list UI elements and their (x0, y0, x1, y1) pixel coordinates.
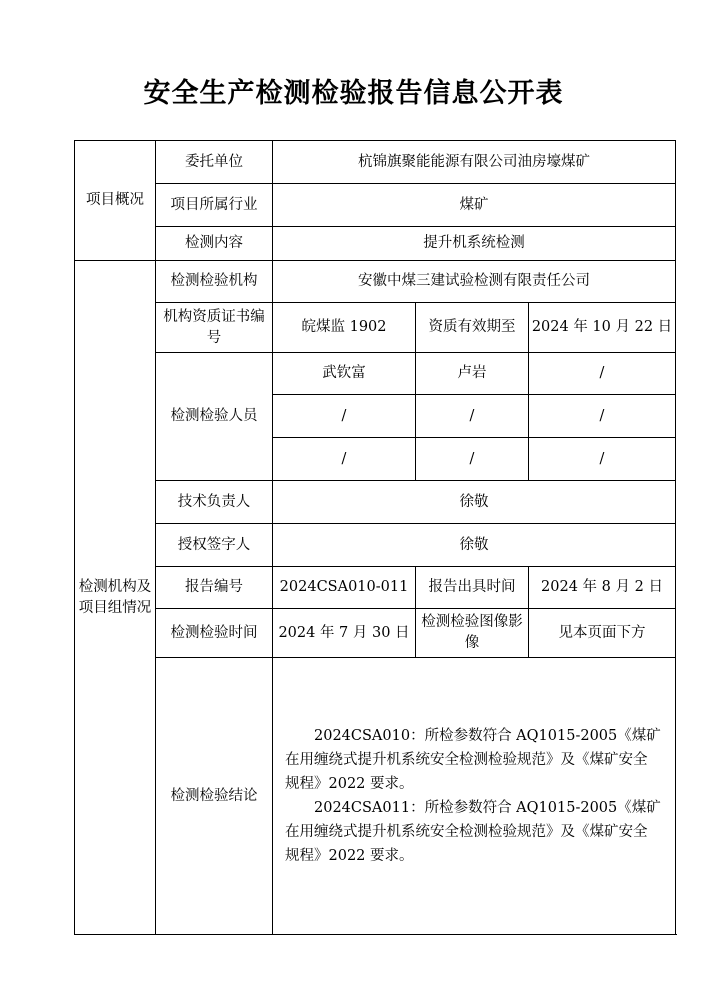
client-label: 委托单位 (156, 141, 273, 184)
cert-value: 皖煤监 1902 (273, 303, 416, 353)
table-row (75, 481, 676, 524)
validity-label: 资质有效期至 (416, 303, 529, 353)
industry-value: 煤矿 (273, 184, 676, 227)
org-label: 检测检验机构 (156, 261, 273, 303)
personnel-cell: / (273, 395, 416, 438)
table-row (75, 261, 676, 303)
issue-date-value: 2024 年 8 月 2 日 (529, 567, 676, 609)
personnel-cell: / (529, 395, 676, 438)
table-row (75, 658, 676, 935)
signer-value: 徐敬 (273, 524, 676, 567)
personnel-label: 检测检验人员 (156, 353, 273, 481)
personnel-cell: 卢岩 (416, 353, 529, 395)
table-row (75, 184, 676, 227)
info-disclosure-table (74, 140, 676, 935)
table-row (75, 567, 676, 609)
cert-label: 机构资质证书编号 (156, 303, 273, 353)
industry-label: 项目所属行业 (156, 184, 273, 227)
signer-label: 授权签字人 (156, 524, 273, 567)
table-row (75, 141, 676, 184)
table-row (75, 303, 676, 353)
personnel-cell: / (416, 395, 529, 438)
personnel-cell: / (529, 353, 676, 395)
issue-date-label: 报告出具时间 (416, 567, 529, 609)
section-label-conclusion: 检测检验结论 (156, 658, 273, 935)
image-label: 检测检验图像影像 (416, 609, 529, 658)
image-value: 见本页面下方 (529, 609, 676, 658)
org-value: 安徽中煤三建试验检测有限责任公司 (273, 261, 676, 303)
client-value: 杭锦旗聚能能源有限公司油房壕煤矿 (273, 141, 676, 184)
personnel-cell: / (273, 438, 416, 481)
conclusion-paragraph: 2024CSA011：所检参数符合 AQ1015-2005《煤矿在用缠绕式提升机系统安全检测检验规范》及《煤矿安全规程》2022 要求。 (285, 800, 661, 864)
validity-value: 2024 年 10 月 22 日 (529, 303, 676, 353)
conclusion-paragraph: 2024CSA010：所检参数符合 AQ1015-2005《煤矿在用缠绕式提升机系统安全检测检验规范》及《煤矿安全规程》2022 要求。 (285, 728, 661, 792)
report-no-value: 2024CSA010-011 (273, 567, 416, 609)
personnel-cell: 武钦富 (273, 353, 416, 395)
conclusion-text (273, 658, 676, 935)
personnel-cell: / (529, 438, 676, 481)
tech-lead-value: 徐敬 (273, 481, 676, 524)
table-row (75, 524, 676, 567)
test-time-label: 检测检验时间 (156, 609, 273, 658)
table-row (75, 227, 676, 261)
table-row (75, 353, 676, 395)
page-title: 安全生产检测检验报告信息公开表 (143, 78, 564, 109)
table-row (75, 609, 676, 658)
report-no-label: 报告编号 (156, 567, 273, 609)
content-value: 提升机系统检测 (273, 227, 676, 261)
section-label-institution: 检测机构及项目组情况 (75, 261, 156, 935)
content-label: 检测内容 (156, 227, 273, 261)
tech-lead-label: 技术负责人 (156, 481, 273, 524)
section-label-project-overview: 项目概况 (75, 141, 156, 261)
personnel-cell: / (416, 438, 529, 481)
test-time-value: 2024 年 7 月 30 日 (273, 609, 416, 658)
